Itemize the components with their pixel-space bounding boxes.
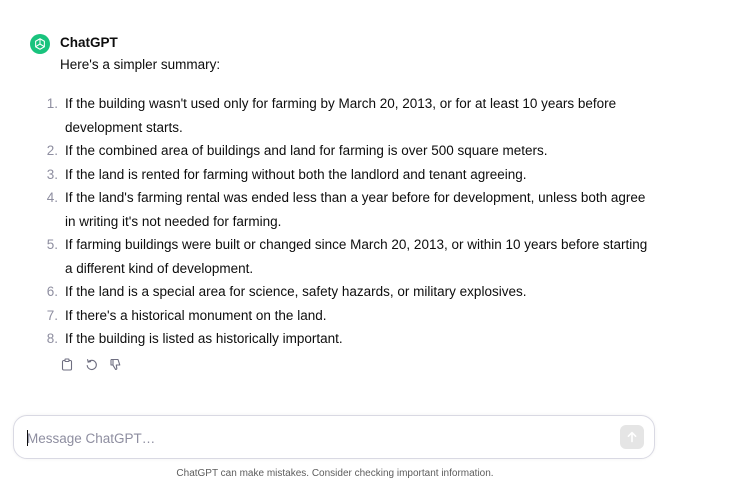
list-item-number: 7. [46, 307, 58, 323]
list-item-text: If the land is a special area for science, safety hazards, or military explosives. [65, 284, 527, 299]
thumbs-down-icon[interactable] [108, 357, 122, 371]
list-item-number: 3. [46, 166, 58, 182]
list-item-text: If the combined area of buildings and land for farming is over 500 square meters. [65, 143, 548, 158]
disclaimer-text: ChatGPT can make mistakes. Consider checking important information. [176, 468, 494, 479]
send-button[interactable] [620, 425, 644, 449]
list-item-text: If the building is listed as historically important. [65, 331, 343, 346]
list-item-text: If the land is rented for farming without both the landlord and tenant agreeing. [65, 166, 527, 182]
list-item-text: If there's a historical monument on the land. [65, 307, 327, 323]
list-item [30, 186, 650, 233]
summary-list [30, 92, 650, 351]
list-item-number: 1. [46, 96, 58, 111]
message-actions [60, 357, 122, 371]
list-item-number: 5. [46, 237, 58, 252]
list-item-number: 4. [46, 190, 58, 205]
list-item [30, 280, 650, 304]
list-item-text: If farming buildings were built or changed since March 20, 2013, or within 10 years before starting a different kind of development. [65, 237, 648, 276]
list-item [30, 327, 650, 351]
message-sender: ChatGPT [60, 35, 118, 50]
list-item [30, 233, 650, 280]
regenerate-icon[interactable] [84, 357, 98, 371]
chatgpt-logo-icon [30, 34, 50, 54]
list-item-number: 6. [46, 284, 58, 299]
list-item [30, 139, 650, 163]
message-intro: Here's a simpler summary: [60, 57, 221, 72]
message-input[interactable] [27, 427, 587, 449]
list-item [30, 163, 650, 187]
list-item-number: 2. [46, 143, 58, 158]
list-item-text: If the land's farming rental was ended less than a year before for development, unless both agree in writing it's not needed for farming. [65, 190, 646, 229]
copy-icon[interactable] [60, 357, 74, 371]
list-item [30, 92, 650, 139]
arrow-up-icon [626, 431, 638, 443]
list-item [30, 304, 650, 328]
list-item-number: 8. [46, 331, 58, 346]
list-item-text: If the building wasn't used only for farming by March 20, 2013, or for at least 10 years before development starts. [65, 96, 617, 135]
message-composer [13, 415, 655, 459]
